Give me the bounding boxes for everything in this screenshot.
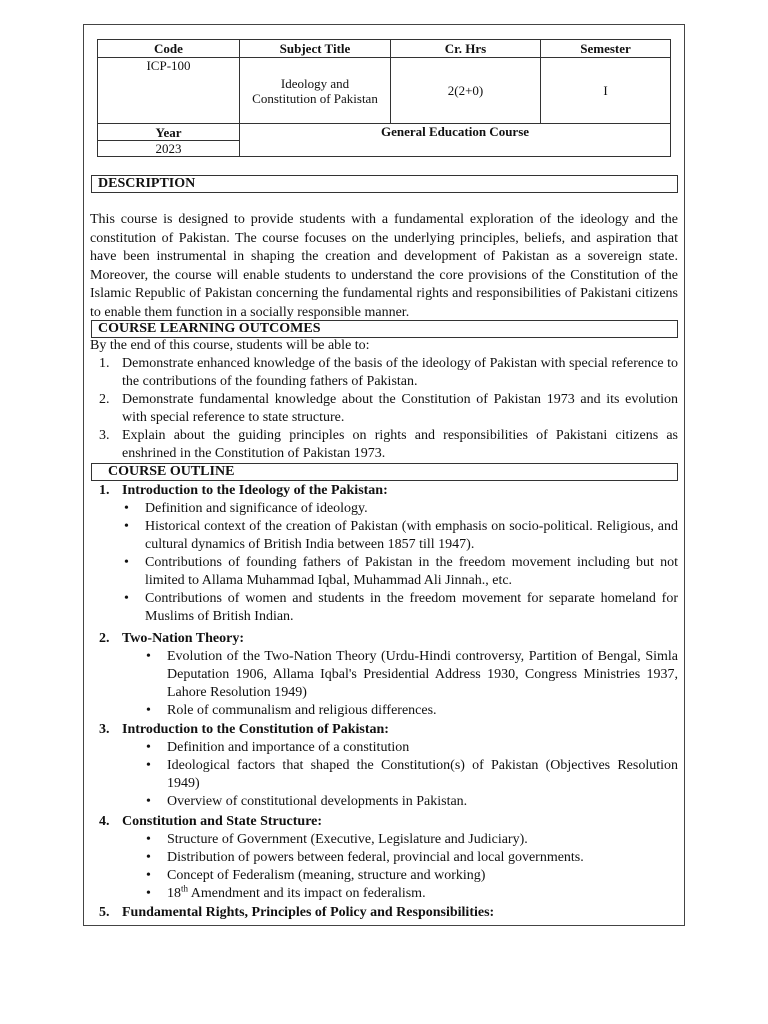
amendment-ordinal: th <box>181 883 189 894</box>
outcomes-intro: By the end of this course, students will be able to: <box>90 338 370 353</box>
description-text: This course is designed to provide students with a fundamental exploration of the ideology and the constitution of Pakistan. The course focuses on the underlying principles, beliefs, and aspiration that have been instrumental in shaping the creation and development of Pakistan as a sovereign state. Moreover, the course will enable students to understand the core provisions of the Constitution of the Islamic Republic of Pakistan concerning the fundamental rights and responsibilities of Pakistani citizens to enable them function in a socially responsible manner. <box>90 212 678 320</box>
outline-bullets-4 <box>144 831 678 903</box>
outline-section-title: Introduction to the Constitution of Pakistan: <box>122 722 389 737</box>
semester: I <box>541 58 671 124</box>
course-info-table <box>97 39 671 157</box>
course-code: ICP-100 <box>98 58 240 124</box>
description-heading: DESCRIPTION <box>91 175 678 193</box>
subject-title-line2: Constitution of Pakistan <box>252 90 378 106</box>
list-item: • Definition and significance of ideology. <box>124 501 368 516</box>
list-item: 3. Explain about the guiding principles on rights and responsibilities of Pakistani citizens as enshrined in the Constitution of Pakistan 1973. <box>99 428 678 461</box>
outline-bullets-2 <box>144 648 678 720</box>
table-header-row <box>98 40 671 58</box>
list-item: 2. Demonstrate fundamental knowledge about the Constitution of Pakistan 1973 and its evolution with special reference to state structure. <box>99 392 678 425</box>
outcome-text: Explain about the guiding principles on rights and responsibilities of Pakistani citizens as enshrined in the Constitution of Pakistan 1973. <box>122 428 678 461</box>
subject-title-line1: Ideology and <box>280 75 350 91</box>
outcome-text: Demonstrate enhanced knowledge of the basis of the ideology of Pakistan with special reference to the contributions of the founding fathers of Pakistan. <box>122 356 678 389</box>
list-item: • Evolution of the Two-Nation Theory (Urdu-Hindi controversy, Partition of Bengal, Simla Deputation 1906, Allama Iqbal's Presidential Address 1930, Congress Ministries 1937, Lahore Resolution 1949) <box>146 649 678 700</box>
outline-section-title: Two-Nation Theory: <box>122 631 244 646</box>
list-item: • Historical context of the creation of Pakistan (with emphasis on socio-political. Religious, and cultural dynamics of British India between 1857 till 1947). <box>124 519 678 552</box>
outline-section-title: Constitution and State Structure: <box>122 814 323 829</box>
list-item: • Concept of Federalism (meaning, structure and working) <box>146 868 486 883</box>
outline-bullets-1 <box>122 500 678 626</box>
outline-section-title: Fundamental Rights, Principles of Policy and Responsibilities: <box>122 905 495 920</box>
list-item: • Definition and importance of a constitution <box>146 740 410 755</box>
outcome-text: Demonstrate fundamental knowledge about the Constitution of Pakistan 1973 and its evolution with special reference to state structure. <box>122 392 678 425</box>
outcomes-list <box>90 355 678 463</box>
list-item: • Structure of Government (Executive, Legislature and Judiciary). <box>146 832 528 847</box>
list-item: 1. Demonstrate enhanced knowledge of the basis of the ideology of Pakistan with special reference to the contributions of the founding fathers of Pakistan. <box>99 356 678 389</box>
amendment-text: Amendment and its impact on federalism. <box>188 886 426 901</box>
list-item: • 18th Amendment and its impact on federalism. <box>146 883 426 901</box>
course-category: General Education Course <box>240 124 671 157</box>
credit-hours: 2(2+0) <box>391 58 541 124</box>
year-label: Year <box>98 124 240 141</box>
document-page: Code Subject Title Cr. Hrs Semester ICP-100 Ideology and Constitution of Pakistan 2(2+0) I Year General Education Course 2023 DESCRIPTION This course is designed to provide students with a fundamental exploration of the ideology and the constitution of Pakistan. The course focuses on the underlying principles, beliefs, and aspiration that have been instrumental in shaping the creation and development of Pakistan as a sovereign state. Moreover, the course will enable students to understand the core provisions of the Constitution of the Islamic Republic of Pakistan concerning the fundamental rights and responsibilities of Pakistani citizens to enable them function in a socially responsible manner. COURSE LEARNING OUTCOMES By the end of this course, students will be able to: 1. Demonstrate enhanced knowledge of the basis of the ideology of Pakistan with special reference to the contributions of the founding fathers of Pakistan. 2. Demonstrate fundamental knowledge about the Constitution of Pakistan 1973 and its evolution with special reference to state structure. 3. Explain about the guiding principles on rights and responsibilities of Pakistani citizens as enshrined in the Constitution of Pakistan 1973. COURSE OUTLINE 1. Introduction to the Ideology of the Pakistan: • Definition and significance of ideology. • Historical context of the creation of Pakistan (with emphasis on socio-political. Religious, and cultural dynamics of British India between 1857 till 1947). • Contributions of founding fathers of Pakistan in the freedom movement including but not limited to Allama Muhammad Iqbal, Muhammad Ali Jinnah., etc. • Contributions of women and students in the freedom movement for separate homeland for Muslims of British Indian. 2. Two-Nation Theory: • Evolution of the Two-Nation Theory (Urdu-Hindi controversy, Partition of Bengal, Simla Deputation 1906, Allama Iqbal's Presidential Address 1930, Congress Ministries 1937, Lahore Resolution 1949) • Role of communalism and religious differences. 3. Introduction to the Constitution of Pakistan: • Definition and importance of a constitution • Ideological factors that shaped the Constitution(s) of Pakistan (Objectives Resolution 1949) • Overview of constitutional developments in Pakistan. 4. Constitution and State Structure: • Structure of Government (Executive, Legislature and Judiciary). • Distribution of powers between federal, provincial and local governments. • Concept of Federalism (meaning, structure and working) • 18th Amendment and its impact on federalism. 5. Fundamental Rights, Principles of Policy and Responsibilities: <box>83 24 685 926</box>
amendment-number: 18 <box>167 886 181 901</box>
outcomes-heading: COURSE LEARNING OUTCOMES <box>91 320 678 338</box>
list-item: • Overview of constitutional developments in Pakistan. <box>146 794 468 809</box>
subject-title <box>240 58 391 124</box>
outline-bullets-3 <box>144 739 678 811</box>
list-item: • Distribution of powers between federal, provincial and local governments. <box>146 850 584 865</box>
list-item: • Ideological factors that shaped the Constitution(s) of Pakistan (Objectives Resolution 1949) <box>146 758 678 791</box>
table-row <box>98 58 671 124</box>
course-year: 2023 <box>98 141 240 157</box>
outline-heading: COURSE OUTLINE <box>91 463 678 481</box>
list-item: • Role of communalism and religious differences. <box>146 703 437 718</box>
list-item: • Contributions of women and students in the freedom movement for separate homeland for Muslims of British Indian. <box>124 591 678 624</box>
list-item: • Contributions of founding fathers of Pakistan in the freedom movement including but not limited to Allama Muhammad Iqbal, Muhammad Ali Jinnah., etc. <box>124 555 678 588</box>
header-semester: Semester <box>541 40 671 58</box>
table-row <box>98 124 671 141</box>
header-credit-hours: Cr. Hrs <box>391 40 541 58</box>
header-subject-title: Subject Title <box>240 40 391 58</box>
header-code: Code <box>98 40 240 58</box>
outline-section-title: Introduction to the Ideology of the Pakistan: <box>122 483 388 498</box>
